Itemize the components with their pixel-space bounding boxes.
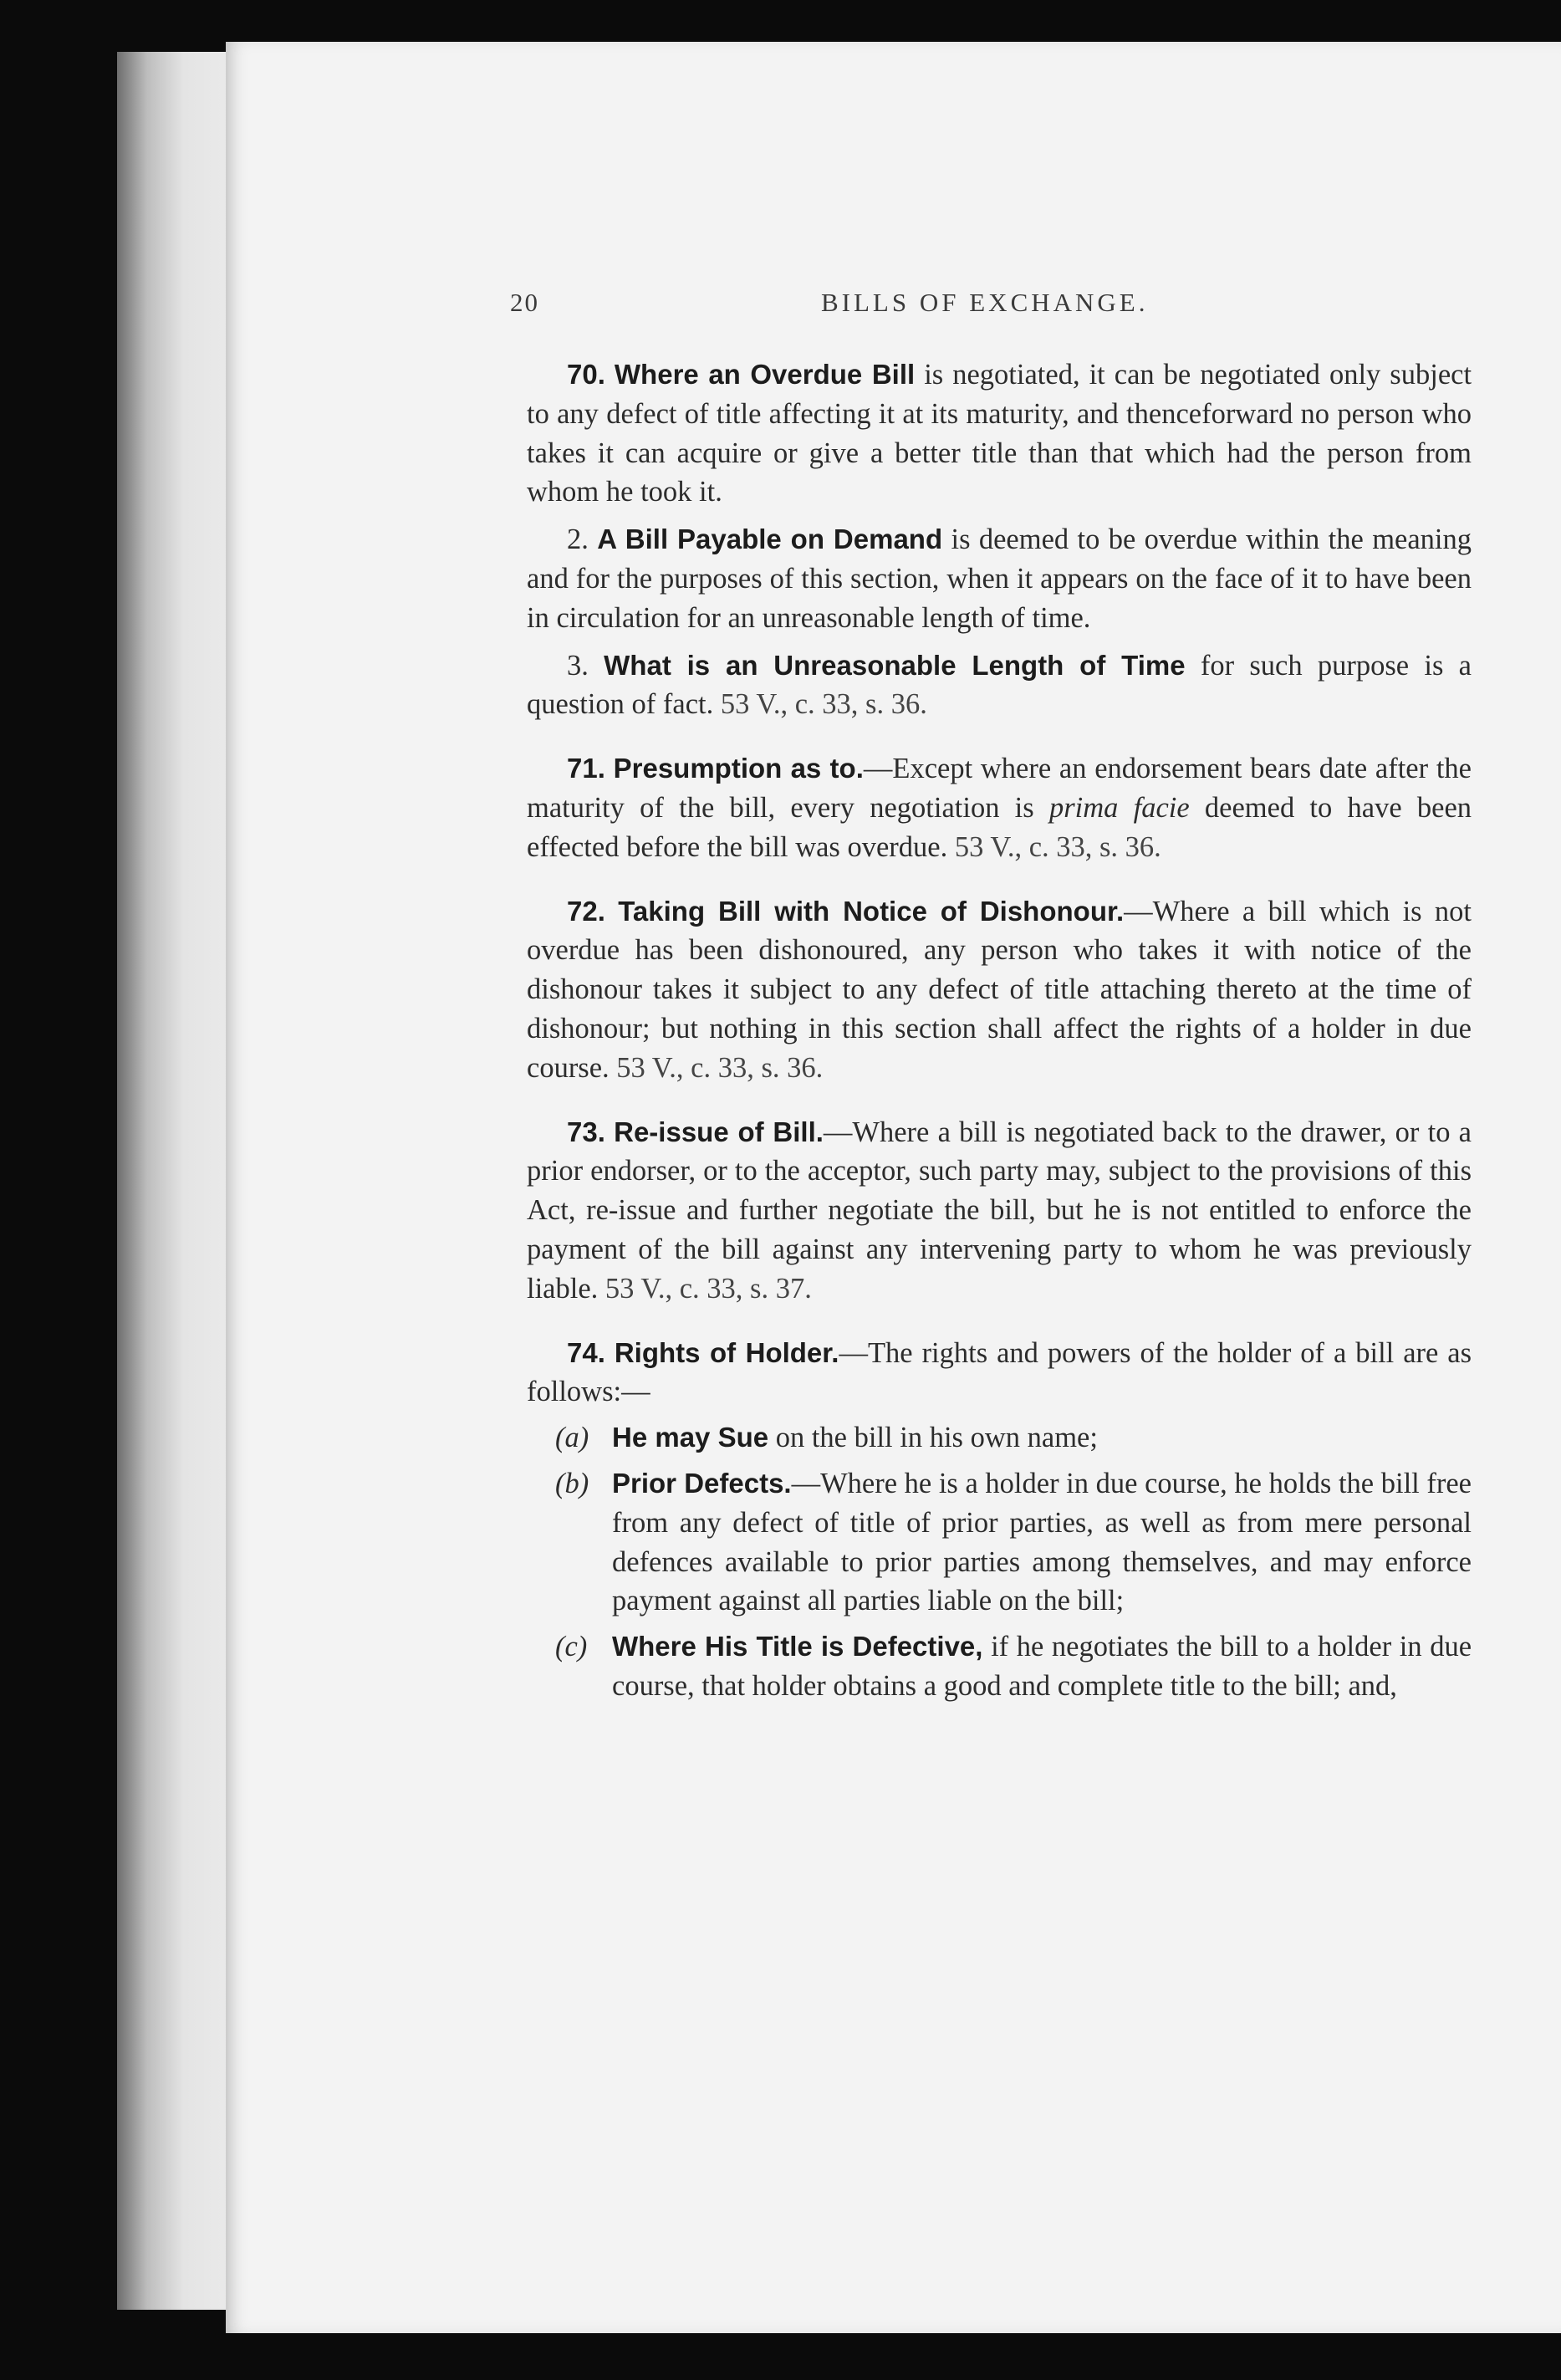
subsection-heading: What is an Unreasonable Length of Time <box>604 649 1186 681</box>
section-heading: Rights of Holder. <box>614 1336 839 1368</box>
item-text: on the bill in his own name; <box>775 1422 1098 1454</box>
item-heading: Where His Title is Defective, <box>612 1631 983 1662</box>
subsection-heading: A Bill Payable on Demand <box>597 523 943 555</box>
subsection-text: for such purpose is a question of fact. <box>527 649 1472 721</box>
subsection-number: 3. <box>567 649 589 682</box>
section-text: —Where a bill which is not overdue has been dishonoured, any person who takes it with notice of the dishonour takes it subject to any defect of title attaching thereto at the time of dishonour; but nothing in this section shall affect the rights of a holder in due course. <box>527 895 1472 1084</box>
item-heading: He may Sue <box>612 1422 769 1453</box>
latin-phrase: prima facie <box>1048 791 1190 824</box>
page-number: 20 <box>510 288 539 317</box>
section-number: 71. <box>567 753 605 784</box>
section-72 <box>527 892 1472 1088</box>
section-number: 73. <box>567 1116 605 1147</box>
subsection-3 <box>527 646 1472 725</box>
statute-citation: 53 V., c. 33, s. 36. <box>954 830 1161 863</box>
section-text: —The rights and powers of the holder of a bill are as follows:— <box>527 1336 1472 1408</box>
section-heading: Taking Bill with Notice of Dishonour. <box>618 895 1125 927</box>
statute-citation: 53 V., c. 33, s. 36. <box>720 688 927 721</box>
subsection-text: is deemed to be overdue within the meaning and for the purposes of this section, when it appears on the face of it to have been in circulation for an unreasonable length of time. <box>527 523 1472 634</box>
statute-citation: 53 V., c. 33, s. 36. <box>616 1051 824 1084</box>
item-label: (b) <box>555 1467 589 1499</box>
running-title: BILLS OF EXCHANGE. <box>821 288 1149 317</box>
item-text: —Where he is a holder in due course, he holds the bill free from any defect of title of prior parties, as well as from mere personal defences available to prior parties among themselves, and may enforce payment against all parties liable on the bill; <box>612 1467 1472 1617</box>
section-70 <box>527 355 1472 512</box>
section-text-continued: deemed to have been effected before the bill was overdue. <box>527 791 1472 863</box>
section-74 <box>527 1334 1472 1412</box>
subsection-2 <box>527 520 1472 637</box>
holder-rights-list <box>527 1418 1472 1706</box>
section-73 <box>527 1113 1472 1309</box>
section-heading: Where an Overdue Bill <box>614 359 916 390</box>
statute-citation: 53 V., c. 33, s. 37. <box>605 1272 812 1305</box>
section-number: 72. <box>567 895 605 927</box>
section-number: 74. <box>567 1336 605 1368</box>
section-number: 70. <box>567 359 605 390</box>
item-heading: Prior Defects. <box>612 1467 792 1499</box>
subsection-number: 2. <box>567 523 589 556</box>
section-heading: Presumption as to. <box>613 753 864 784</box>
list-item <box>527 1418 1472 1458</box>
list-item <box>527 1464 1472 1621</box>
item-label: (a) <box>555 1422 589 1454</box>
page-header <box>510 288 1480 324</box>
item-text: if he negotiates the bill to a holder in due course, that holder obtains a good and complete title to the bill; and, <box>612 1631 1472 1702</box>
section-71 <box>527 749 1472 866</box>
list-item <box>527 1627 1472 1706</box>
page-body <box>527 355 1472 1706</box>
section-text: —Where a bill is negotiated back to the drawer, or to a prior endorser, or to the acceptor, such party may, subject to the provisions of this Act, re-issue and further negotiate the bill, but he is not entitled to enforce the payment of the bill against any intervening party to whom he was previously liable. <box>527 1116 1472 1305</box>
section-text: is negotiated, it can be negotiated only subject to any defect of title affecting it at its maturity, and thenceforward no person who takes it can acquire or give a better title than that which had the person from whom he took it. <box>527 359 1472 508</box>
section-text: —Except where an endorsement bears date after the maturity of the bill, every negotiation is <box>527 753 1472 824</box>
item-label: (c) <box>555 1631 588 1663</box>
section-heading: Re-issue of Bill. <box>614 1116 824 1147</box>
